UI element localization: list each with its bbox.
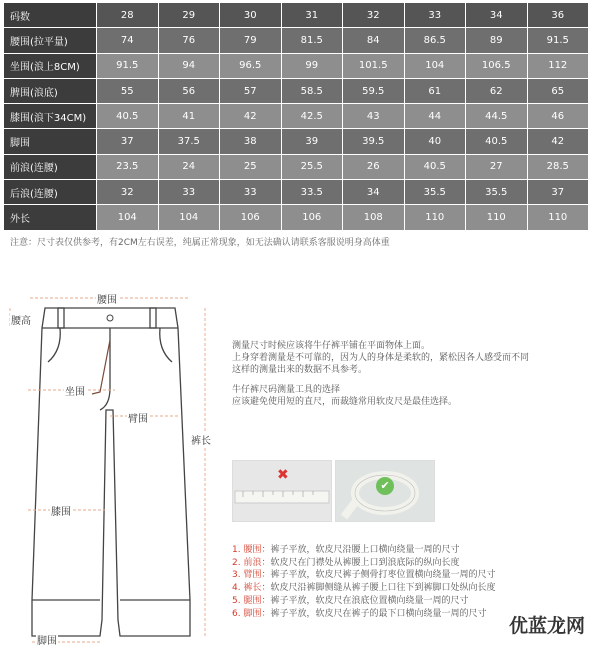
table-cell: 112 [527, 53, 589, 78]
step-item: 2. 前浪：软皮尺在门襟处从裤腰上口到浪底际的纵向长度 [232, 557, 460, 568]
table-row [4, 53, 589, 78]
table-row [4, 180, 589, 205]
table-cell: 44 [404, 104, 466, 129]
table-cell: 25 [220, 154, 282, 179]
jeans-outline-icon [0, 270, 225, 644]
table-cell: 108 [343, 205, 405, 230]
label-hem: 脚围 [36, 632, 58, 647]
table-row [4, 78, 589, 103]
table-cell: 35.5 [404, 180, 466, 205]
tool-title: 牛仔裤尺码测量工具的选择 [232, 385, 341, 395]
measure-instructions [232, 340, 582, 408]
table-cell: 104 [404, 53, 466, 78]
table-cell: 40.5 [466, 129, 528, 154]
instruction-line: 这样的测量出来的数据不具参考。 [232, 365, 368, 375]
table-cell: 94 [158, 53, 220, 78]
table-row [4, 154, 589, 179]
table-cell: 32 [97, 180, 159, 205]
table-cell: 86.5 [404, 28, 466, 53]
table-cell: 46 [527, 104, 589, 129]
instruction-line: 测量尺寸时候应该将牛仔裤平铺在平面物体上面。 [232, 341, 431, 351]
step-item: 1. 腰围：裤子平放，软皮尺沿腰上口横向绕量一周的尺寸 [232, 545, 460, 555]
label-thigh: 臂围 [127, 410, 149, 425]
tape-photo [335, 460, 435, 522]
table-cell: 84 [343, 28, 405, 53]
table-cell: 79 [220, 28, 282, 53]
label-seat: 坐围 [64, 383, 86, 398]
step-item: 4. 裤长：软皮尺沿裤脚侧缝从裤子腰上口往下到裤脚口处纵向长度 [232, 583, 496, 594]
label-waist-height: 腰高 [10, 312, 32, 327]
table-cell: 57 [220, 78, 282, 103]
measure-steps [232, 544, 592, 620]
row-label: 坐围(浪上8CM) [4, 53, 97, 78]
table-cell: 37.5 [158, 129, 220, 154]
table-cell: 24 [158, 154, 220, 179]
size-column-header: 36 [527, 3, 589, 28]
table-row [4, 205, 589, 230]
instruction-line: 上身穿着测量是不可靠的，因为人的身体是柔软的，紧松因各人感受而不同 [232, 353, 530, 363]
step-item: 6. 脚围：裤子平放，软皮尺在裤子的最下口横向绕量一周的尺寸 [232, 608, 487, 619]
table-cell: 91.5 [97, 53, 159, 78]
table-cell: 74 [97, 28, 159, 53]
table-cell: 40 [404, 129, 466, 154]
table-cell: 42.5 [281, 104, 343, 129]
table-cell: 41 [158, 104, 220, 129]
size-table [4, 3, 589, 231]
table-cell: 104 [97, 205, 159, 230]
table-cell: 106 [220, 205, 282, 230]
table-cell: 91.5 [527, 28, 589, 53]
jeans-diagram [0, 270, 225, 647]
table-cell: 96.5 [220, 53, 282, 78]
size-column-header: 34 [466, 3, 528, 28]
watermark: 优蓝龙网 [507, 611, 587, 638]
table-cell: 39.5 [343, 129, 405, 154]
table-header-row [4, 3, 589, 28]
table-cell: 33 [158, 180, 220, 205]
tool-line: 应该避免使用短的直尺，而裁缝常用软皮尺是最佳选择。 [232, 397, 458, 407]
step-item: 5. 腿围：裤子平放，软皮尺在浪底位置横向绕量一周的尺寸 [232, 595, 469, 606]
table-cell: 38 [220, 129, 282, 154]
table-cell: 27 [466, 154, 528, 179]
check-icon: ✔ [376, 477, 394, 495]
table-cell: 106.5 [466, 53, 528, 78]
table-cell: 81.5 [281, 28, 343, 53]
row-label: 前浪(连腰) [4, 154, 97, 179]
table-cell: 40.5 [404, 154, 466, 179]
cross-icon: ✖ [277, 467, 289, 483]
table-cell: 25.5 [281, 154, 343, 179]
table-cell: 55 [97, 78, 159, 103]
label-waist: 腰围 [96, 291, 118, 306]
table-cell: 58.5 [281, 78, 343, 103]
table-cell: 42 [220, 104, 282, 129]
table-cell: 99 [281, 53, 343, 78]
table-row [4, 129, 589, 154]
row-label: 后浪(连腰) [4, 180, 97, 205]
table-cell: 39 [281, 129, 343, 154]
table-row [4, 104, 589, 129]
table-cell: 23.5 [97, 154, 159, 179]
table-cell: 56 [158, 78, 220, 103]
row-label: 脚围 [4, 129, 97, 154]
row-label: 外长 [4, 205, 97, 230]
table-cell: 34 [343, 180, 405, 205]
table-cell: 33.5 [281, 180, 343, 205]
table-cell: 26 [343, 154, 405, 179]
table-cell: 65 [527, 78, 589, 103]
table-cell: 59.5 [343, 78, 405, 103]
label-outseam: 裤长 [190, 432, 212, 447]
label-knee: 膝围 [50, 503, 72, 518]
size-note: 注意：尺寸表仅供参考，有2CM左右误差，纯属正常现象，如无法确认请联系客服说明身高体重 [10, 238, 390, 248]
table-cell: 33 [220, 180, 282, 205]
size-column-header: 28 [97, 3, 159, 28]
table-cell: 28.5 [527, 154, 589, 179]
table-cell: 35.5 [466, 180, 528, 205]
size-column-header: 31 [281, 3, 343, 28]
size-column-header: 32 [343, 3, 405, 28]
table-cell: 106 [281, 205, 343, 230]
size-column-header: 29 [158, 3, 220, 28]
table-cell: 44.5 [466, 104, 528, 129]
table-cell: 104 [158, 205, 220, 230]
size-column-header: 30 [220, 3, 282, 28]
table-row [4, 28, 589, 53]
row-label: 腰围(拉平量) [4, 28, 97, 53]
table-cell: 89 [466, 28, 528, 53]
table-cell: 40.5 [97, 104, 159, 129]
ruler-photo [232, 460, 332, 522]
table-cell: 42 [527, 129, 589, 154]
table-cell: 62 [466, 78, 528, 103]
row-label: 膝围(浪下34CM) [4, 104, 97, 129]
table-cell: 37 [97, 129, 159, 154]
step-item: 3. 臂围：裤子平放，软皮尺裤子侧骨打枣位置横向绕量一周的尺寸 [232, 570, 496, 581]
table-cell: 43 [343, 104, 405, 129]
table-cell: 110 [466, 205, 528, 230]
table-cell: 110 [527, 205, 589, 230]
table-cell: 110 [404, 205, 466, 230]
size-column-header: 33 [404, 3, 466, 28]
table-cell: 37 [527, 180, 589, 205]
row-label: 脾围(浪底) [4, 78, 97, 103]
tool-photos [232, 460, 572, 522]
table-cell: 76 [158, 28, 220, 53]
table-cell: 101.5 [343, 53, 405, 78]
table-cell: 61 [404, 78, 466, 103]
header-label: 码数 [4, 3, 97, 28]
